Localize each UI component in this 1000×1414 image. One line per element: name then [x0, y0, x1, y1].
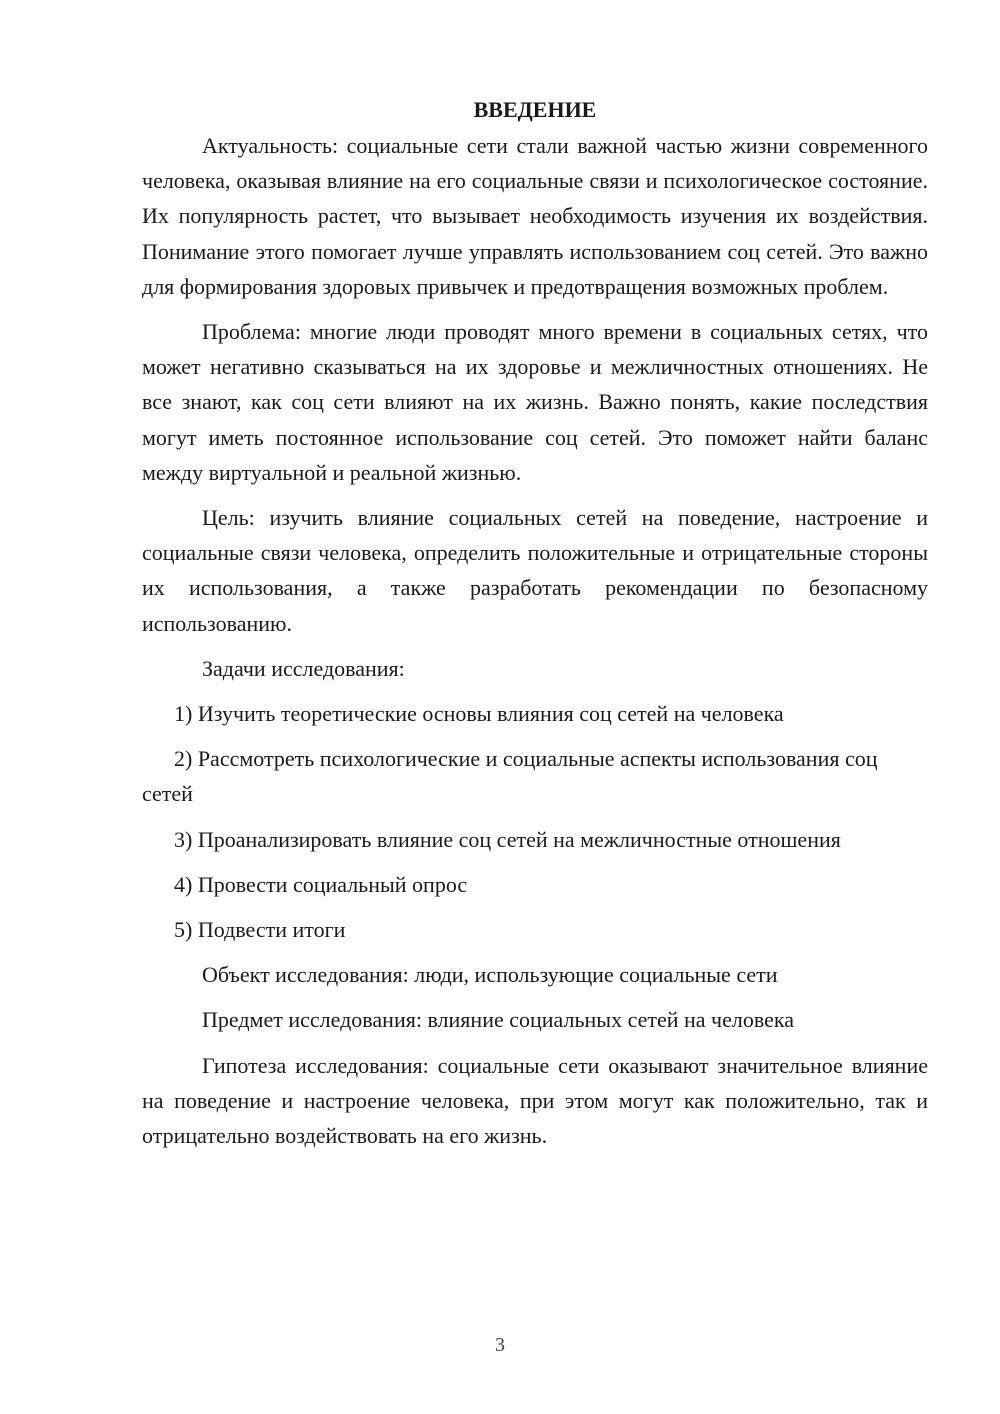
hypothesis-paragraph: Гипотеза исследования: социальные сети оказывают значительное влияние на поведение и настроение человека, при этом могут как положительно, так и отрицательно воздействовать на его жизнь.	[142, 1052, 928, 1149]
goal-paragraph: Цель: изучить влияние социальных сетей на поведение, настроение и социальные связи человека, определить положительные и отрицательные стороны их использования, а также разработать рекомендации по безопасному использованию.	[142, 505, 928, 636]
task-item-5: 5) Подвести итоги	[174, 917, 346, 943]
task-item-2: 2) Рассмотреть психологические и социальные аспекты использования соц сетей	[142, 746, 878, 807]
page-title: ВВЕДЕНИЕ	[473, 97, 597, 122]
task-item-3: 3) Проанализировать влияние соц сетей на межличностные отношения	[174, 826, 841, 852]
relevance-paragraph: Актуальность: социальные сети стали важной частью жизни современного человека, оказывая влияние на его социальные связи и психологическое состояние. Их популярность растет, что вызывает необходимость изучения их воздействия. Понимание этого помогает лучше управлять использованием соц сетей. Это важно для формирования здоровых привычек и предотвращения возможных проблем.	[142, 133, 928, 299]
page-number: 3	[495, 1334, 505, 1356]
tasks-heading: Задачи исследования:	[202, 655, 405, 681]
task-item-4: 4) Провести социальный опрос	[174, 871, 468, 897]
research-subject: Предмет исследования: влияние социальных сетей на человека	[202, 1007, 795, 1033]
problem-paragraph: Проблема: многие люди проводят много времени в социальных сетях, что может негативно сказываться на их здоровье и межличностных отношениях. Не все знают, как соц сети влияют на их жизнь. Важно понять, какие последствия могут иметь постоянное использование соц сетей. Это поможет найти баланс между виртуальной и реальной жизнью.	[142, 319, 928, 485]
research-object: Объект исследования: люди, использующие социальные сети	[202, 962, 778, 988]
document-page	[142, 92, 928, 1153]
task-item-1: 1) Изучить теоретические основы влияния соц сетей на человека	[174, 701, 784, 727]
